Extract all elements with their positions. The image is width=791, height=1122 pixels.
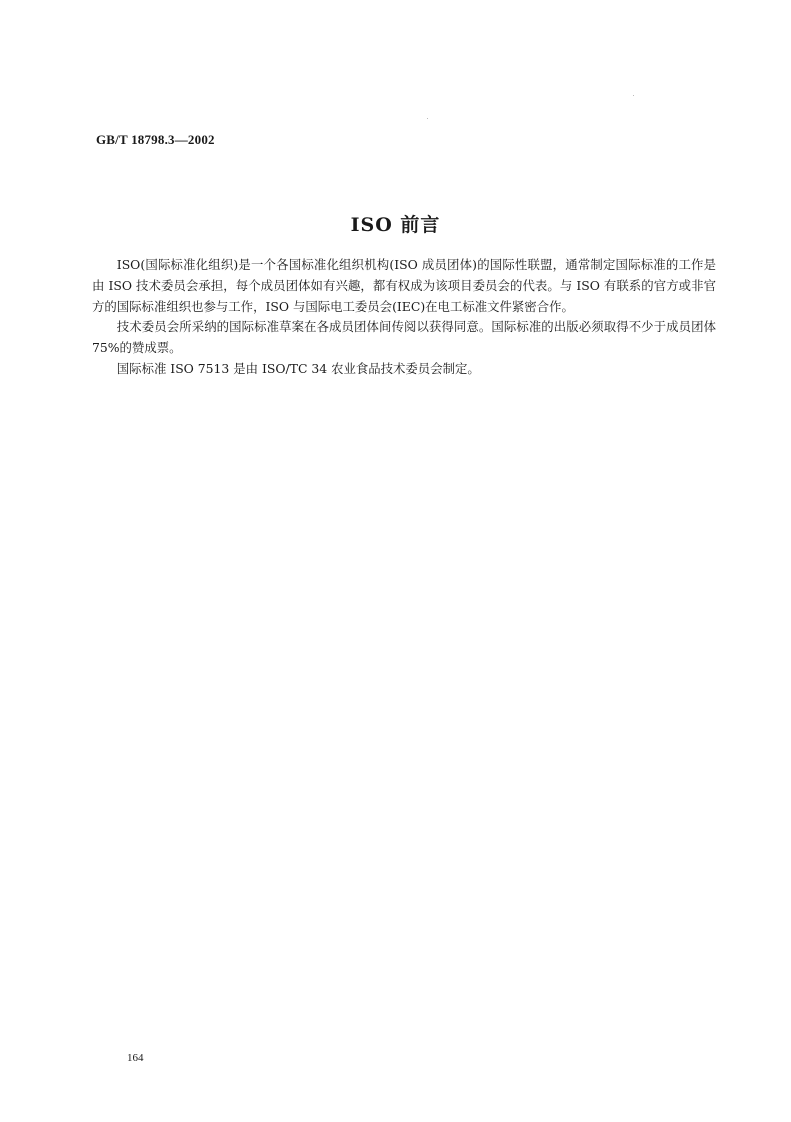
standard-number: GB/T 18798.3—2002 [96, 132, 215, 147]
foreword-body [92, 255, 716, 380]
scan-speck [633, 95, 634, 96]
paragraph-draft-approval: 技术委员会所采纳的国际标准草案在各成员团体间传阅以获得同意。国际标准的出版必须取得不少于成员团体 75%的赞成票。 [92, 319, 716, 356]
page-number: 164 [127, 1052, 144, 1064]
paragraph-iso-intro: ISO(国际标准化组织)是一个各国标准化组织机构(ISO 成员团体)的国际性联盟，通常制定国际标准的工作是由 ISO 技术委员会承担，每个成员团体如有兴趣，都有权成为该项目委员会的代表。与 ISO 有联系的官方或非官方的国际标准组织也参与工作，ISO 与国际电工委员会(IEC)在电工标准文件紧密合作。 [92, 257, 716, 314]
scan-speck [427, 118, 428, 119]
page-title: ISO 前言 [350, 214, 441, 236]
paragraph-iso-7513: 国际标准 ISO 7513 是由 ISO/TC 34 农业食品技术委员会制定。 [116, 360, 480, 376]
